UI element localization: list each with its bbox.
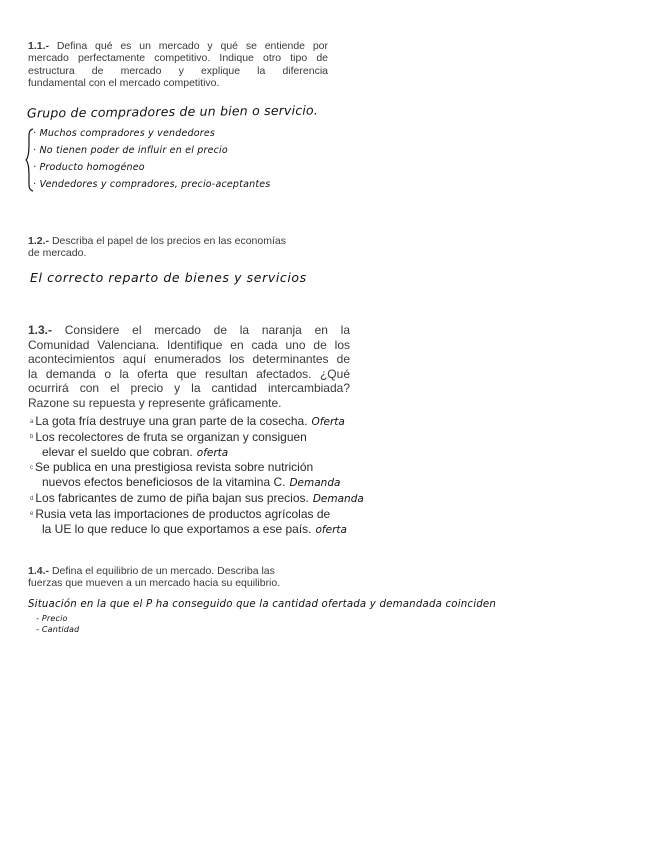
list-item: [30, 507, 390, 538]
item-answer: oferta: [315, 523, 347, 536]
item-text: elevar el sueldo que cobran.: [42, 444, 193, 459]
list-item: [30, 460, 390, 491]
answer-1-1-item: · Producto homogéneo: [33, 162, 145, 173]
item-text: nuevos efectos beneficiosos de la vitamina C.: [42, 475, 286, 490]
question-line: [28, 40, 328, 52]
question-text: Describa el papel de los precios en las economías: [51, 235, 286, 247]
answer-1-1-item: · No tienen poder de influir en el precio: [33, 145, 228, 156]
item-answer: Oferta: [311, 416, 345, 428]
question-number: 1.1.-: [28, 40, 50, 52]
question-line: fuerzas que mueven a un mercado hacia su equilibrio.: [28, 577, 281, 590]
question-line: Comunidad Valenciana. Identifique en cada uno de los: [28, 337, 350, 352]
question-1-4: [28, 565, 328, 590]
question-line: ocurrirá con el precio y la cantidad intercambiada?: [28, 381, 350, 396]
item-answer: oferta: [196, 446, 229, 459]
item-label: c: [30, 464, 33, 471]
question-line: [28, 565, 328, 577]
item-text: La gota fría destruye una gran parte de la cosecha.: [35, 414, 308, 428]
question-text: Defina el equilibrio de un mercado. Describa las: [51, 565, 275, 577]
item-text: Se publica en una prestigiosa revista sobre nutrición: [35, 460, 314, 475]
answer-1-4: Situación en la que el P ha conseguido que la cantidad ofertada y demandada coinciden: [28, 599, 497, 610]
answer-1-2: El correcto reparto de bienes y servicios: [30, 270, 307, 285]
question-text: Defina qué es un mercado y qué se entiende por: [56, 40, 328, 52]
list-item: [30, 491, 390, 507]
question-line: la demanda o la oferta que resultan afectados. ¿Qué: [28, 366, 350, 381]
question-1-3-items: [30, 414, 390, 537]
answer-1-1-item: · Vendedores y compradores, precio-aceptantes: [33, 179, 271, 190]
item-answer: Demanda: [289, 477, 341, 490]
question-line: [28, 235, 328, 247]
question-number: 1.2.-: [28, 235, 50, 247]
answer-1-4-item: - Precio: [36, 614, 68, 623]
item-label: d: [30, 495, 34, 502]
item-text: Los fabricantes de zumo de piña bajan sus precios.: [35, 491, 309, 506]
item-text-continuation: [30, 522, 390, 538]
question-line: Razone su repuesta y represente gráficamente.: [28, 395, 282, 410]
item-answer: Demanda: [312, 493, 364, 506]
item-text: Rusia veta las importaciones de productos agrícolas de: [35, 506, 331, 521]
question-line: estructura de mercado y explique la diferencia: [28, 64, 328, 77]
item-text-continuation: [30, 475, 390, 491]
item-text: Los recolectores de fruta se organizan y consiguen: [35, 429, 307, 444]
question-1-2: [28, 235, 328, 260]
question-number: 1.4.-: [28, 565, 50, 577]
item-text-continuation: [30, 445, 390, 461]
item-label: a: [30, 418, 34, 425]
question-line: de mercado.: [28, 247, 87, 260]
answer-1-1-item: · Muchos compradores y vendedores: [33, 128, 216, 139]
item-label: b: [30, 434, 34, 441]
question-line: acontecimientos aquí enumerados los determinantes de: [28, 352, 350, 367]
question-number: 1.3.-: [28, 323, 53, 337]
answer-1-4-item: - Cantidad: [36, 625, 80, 634]
question-text: Considere el mercado de la naranja en la: [64, 323, 350, 337]
item-label: e: [30, 511, 34, 518]
question-line: [28, 323, 350, 338]
question-1-1: [28, 40, 328, 89]
question-line: mercado perfectamente competitivo. Indique otro tipo de: [28, 52, 328, 65]
item-text: la UE lo que reduce lo que exportamos a ese país.: [42, 521, 312, 536]
question-1-3: [28, 323, 350, 411]
answer-1-1-title: Grupo de compradores de un bien o servicio.: [26, 102, 319, 121]
list-item: [30, 430, 390, 461]
question-line: fundamental con el mercado competitivo.: [28, 76, 220, 89]
list-item: [30, 414, 390, 430]
